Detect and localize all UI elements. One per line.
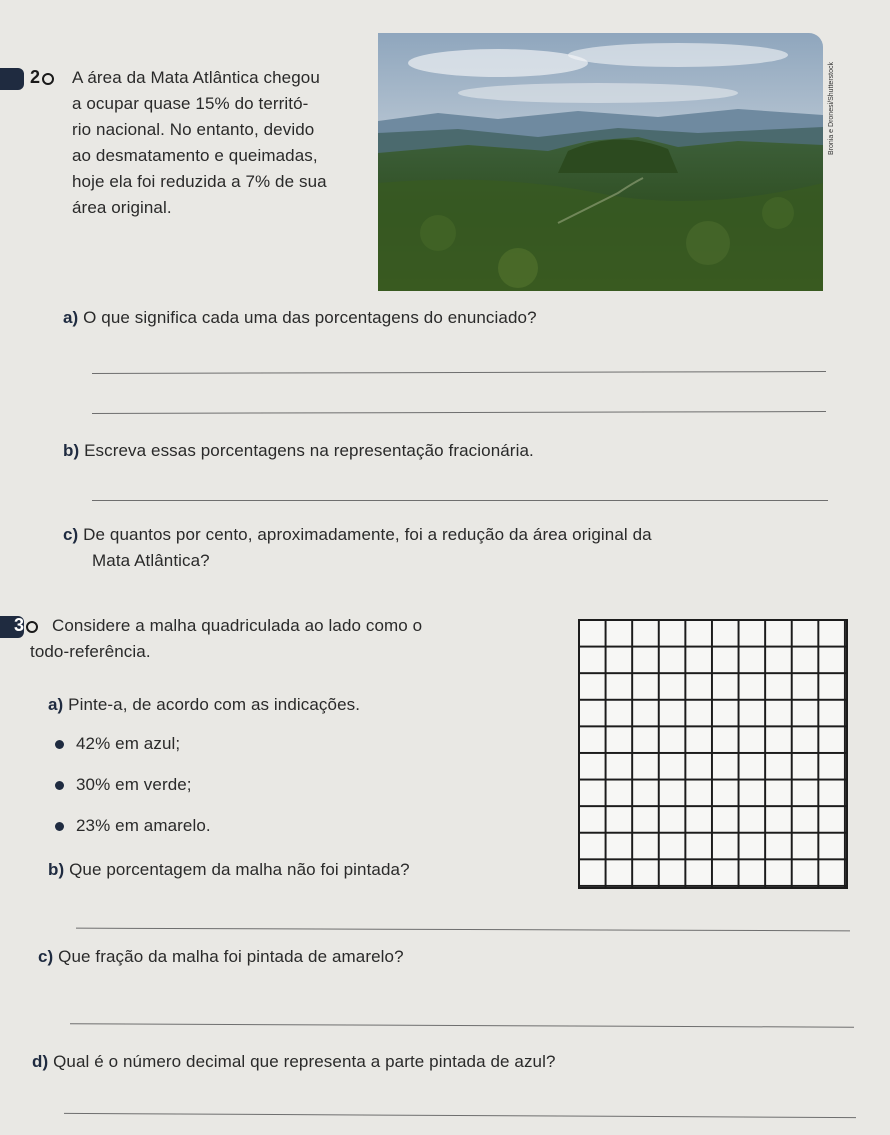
bullet-text: 23% em amarelo. — [76, 816, 211, 835]
bullet-text: 42% em azul; — [76, 734, 181, 753]
forest-photo — [378, 33, 823, 291]
question-number-tab — [0, 68, 24, 90]
question-text-line: ao desmatamento e queimadas, — [72, 146, 318, 165]
answer-line[interactable] — [92, 371, 826, 374]
item-a — [48, 692, 360, 718]
item-text: Qual é o número decimal que representa a parte pintada de azul? — [53, 1052, 556, 1071]
photo-credit-text: Bronia e Dronesi/Shutterstock — [828, 62, 835, 155]
answer-line[interactable] — [92, 500, 828, 501]
question-text-line: A área da Mata Atlântica chegou — [72, 68, 320, 87]
item-label: a) — [48, 695, 64, 714]
item-b — [48, 857, 410, 883]
answer-line[interactable] — [70, 1023, 854, 1027]
question-text-line: a ocupar quase 15% do territó- — [72, 94, 309, 113]
question-text-line: Considere a malha quadriculada ao lado como o — [52, 616, 423, 635]
question-text-line: todo-referência. — [30, 642, 151, 661]
bullet-icon — [55, 781, 64, 790]
item-text: Escreva essas porcentagens na representação fracionária. — [84, 441, 534, 460]
question-text-line: área original. — [72, 198, 172, 217]
item-text: Pinte-a, de acordo com as indicações. — [68, 695, 361, 714]
item-c — [38, 944, 404, 970]
item-label: b) — [48, 860, 65, 879]
item-a — [63, 305, 537, 331]
answer-line[interactable] — [76, 928, 850, 932]
item-text: De quantos por cento, aproximadamente, foi a redução da área original da — [83, 525, 652, 544]
grid-10x10[interactable] — [578, 619, 848, 889]
item-text-continued: Mata Atlântica? — [92, 551, 210, 570]
question-number: 3 — [14, 615, 25, 635]
question-text-line: rio nacional. No entanto, devido — [72, 120, 315, 139]
item-text: O que significa cada uma das porcentagens do enunciado? — [83, 308, 537, 327]
item-text: Que fração da malha foi pintada de amarelo? — [58, 947, 404, 966]
item-d — [32, 1049, 556, 1075]
item-b — [63, 438, 534, 464]
item-label: c) — [38, 947, 54, 966]
bullet-icon — [55, 822, 64, 831]
item-label: d) — [32, 1052, 49, 1071]
photo-credit — [828, 45, 838, 155]
question-number: 2 — [30, 67, 41, 87]
answer-line[interactable] — [92, 411, 826, 414]
forest-landscape-image — [378, 33, 823, 291]
item-label: b) — [63, 441, 80, 460]
item-label: a) — [63, 308, 79, 327]
item-text: Que porcentagem da malha não foi pintada? — [69, 860, 410, 879]
answer-line[interactable] — [64, 1113, 856, 1118]
bullet-icon — [55, 740, 64, 749]
question-text-line: hoje ela foi reduzida a 7% de sua — [72, 172, 327, 191]
item-c — [63, 522, 652, 548]
item-label: c) — [63, 525, 79, 544]
bullet-text: 30% em verde; — [76, 775, 192, 794]
